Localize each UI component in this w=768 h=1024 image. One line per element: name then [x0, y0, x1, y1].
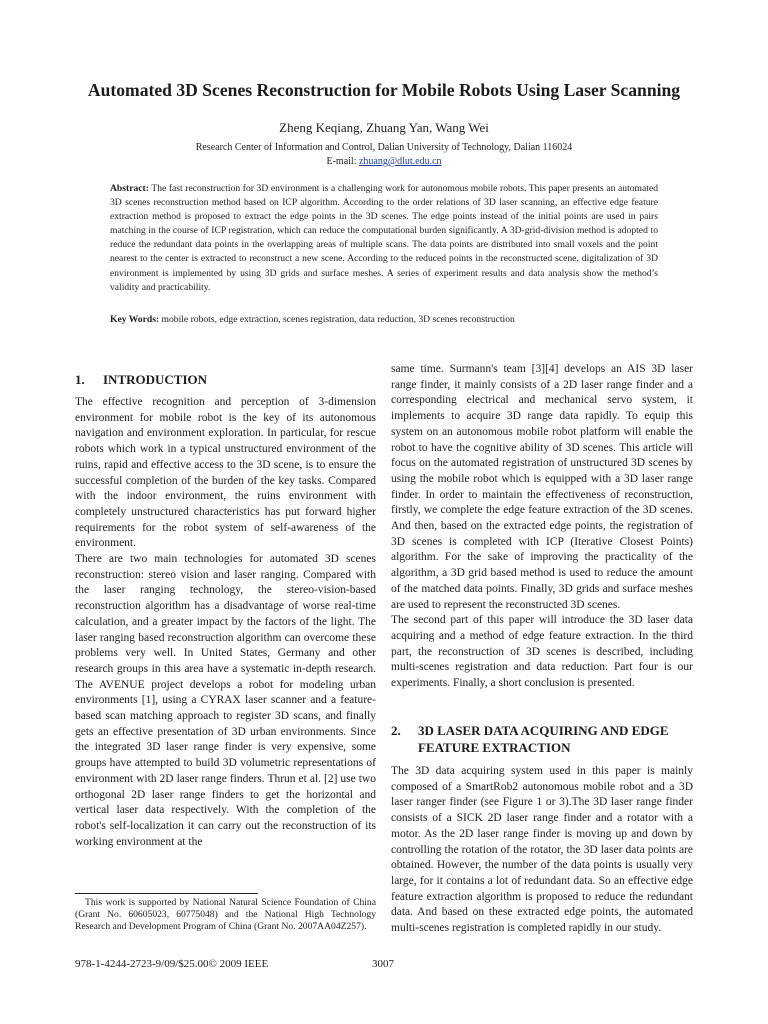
- email-label: E-mail:: [326, 156, 359, 167]
- affiliation-block: [0, 141, 768, 169]
- section-1-number: 1.: [75, 372, 85, 387]
- section-1-heading: [75, 371, 376, 388]
- copyright-year: 2009 IEEE: [216, 958, 269, 970]
- email-line: [0, 155, 768, 169]
- section-2-heading: [391, 722, 693, 756]
- email-link[interactable]: zhuang@dlut.edu.cn: [358, 156, 442, 167]
- section-2-number: 2.: [391, 723, 401, 738]
- abstract-label: Abstract:: [110, 183, 149, 194]
- affiliation: Research Center of Information and Control, Dalian University of Technology, Dalian 116024: [195, 142, 573, 153]
- paper-authors: Zheng Keqiang, Zhuang Yan, Wang Wei: [279, 120, 489, 135]
- section-2-title: 3D LASER DATA ACQUIRING AND EDGE FEATURE EXTRACTION: [418, 723, 669, 755]
- paper-title: Automated 3D Scenes Reconstruction for Mobile Robots Using Laser Scanning: [87, 80, 681, 100]
- keywords-text: mobile robots, edge extraction, scenes registration, data reduction, 3D scenes reconstruction: [161, 314, 515, 325]
- footnote: This work is supported by National Natural Science Foundation of China (Grant No. 60605023, 60775048) and the National High Technology Research and Development Program of China (Grant No. 2007AA04Z257).: [75, 897, 376, 932]
- footer-isbn: [75, 958, 268, 970]
- keywords-label: Key Words:: [110, 314, 160, 325]
- section-2-body: [391, 764, 693, 937]
- abstract: [110, 182, 658, 295]
- keywords: [110, 313, 658, 327]
- isbn: 978-1-4244-2723-9/09/$25.00: [75, 958, 209, 970]
- intro-paragraph-3: same time. Surmann's team [3][4] develops an AIS 3D laser range finder, it mainly consists of a 2D laser range finder and a corresponding electrical and mechanical servo system, it implements to acquire 3D range data rapidly. To equip this system on an autonomous mobile robot platform will enable the robot to have the cognitive ability of 3D scenes. This article will focus on the automated registration of unstructured 3D scenes by using the mobile robot which is equipped with a 3D laser range finder. In order to maintain the effectiveness of reconstruction, firstly, we complete the edge feature extraction of the 3D scenes. And then, based on the extracted edge points, the registration of 3D scenes is completed with ICP (Iterative Closest Points) algorithm. For the sake of improving the practicality of the algorithm, a 3D grid based method is used to reduce the amount of the matched data points. Finally, 3D grids and surface meshes are used to represent the reconstructed 3D scenes.: [391, 363, 693, 611]
- right-column: [391, 362, 693, 692]
- section-2-paragraph-1: The 3D data acquiring system used in this paper is mainly composed of a SmartRob2 autonomous mobile robot and a 3D laser ranger finder (see Figure 1 or 3).The 3D laser range finder consists of a SICK 2D laser range finder and a rotator with a motor. As the 2D laser range finder is moving up and down by controlling the rotation of the rotator, the 3D laser data points are obtained. However, the number of the data points is usually very large, for it contains a lot of redundant data. So an effective edge feature extraction algorithm is proposed to reduce the redundant data. And based on these extracted edge points, the automated multi-scenes registration is completed rapidly in our study.: [391, 765, 693, 935]
- intro-paragraph-4: The second part of this paper will introduce the 3D laser data acquiring and a method of edge feature extraction. In the third part, the reconstruction of 3D scenes is described, including multi-scenes registration and data reduction. Part four is our experiments. Finally, a short conclusion is presented.: [391, 614, 693, 690]
- section-1-title: INTRODUCTION: [103, 372, 208, 387]
- copyright-symbol: ©: [208, 958, 217, 970]
- page-number: 3007: [372, 958, 394, 970]
- intro-paragraph-2: There are two main technologies for automated 3D scenes reconstruction: stereo vision and laser ranging. Compared with the laser ranging technology, the stereo-vision-based reconstruction algorithm has a disadvantage of worse real-time calculation, and a greater impact by the factors of the light. The laser ranging based reconstruction algorithm can overcome these problems very well. In United States, Germany and other research groups in this area have a systematic in-depth research. The AVENUE project develops a robot for modeling urban environments [1], using a CYRAX laser scanner and a feature-based scan matching approach to register 3D scans, and finally gets an effective presentation of 3D urban environments. Since the integrated 3D laser range finder is very expensive, some groups have attempted to build 3D volumetric representations of environment with 2D laser range finders. Thrun et al. [2] use two orthogonal 2D laser range finders to get the horizontal and vertical laser data respectively. With the completion of the robot's self-localization it can carry out the reconstruction of its working environment at the: [75, 553, 376, 848]
- left-column: [75, 395, 376, 850]
- abstract-text: The fast reconstruction for 3D environment is a challenging work for autonomous mobile robots. This paper presents an automated 3D scenes reconstruction method based on ICP algorithm. According to the order relations of 3D laser scanning, an effective edge feature extraction method is proposed to extract the edge points in the 3D scenes. The edge points instead of the initial points are used in pairs matching in the course of ICP registration, which can reduce the computational burden significantly. A 3D-grid-division method is adopted to reduce the redundant data points in the overlapping areas of multiple scans. The data points are distributed into small voxels and the point nearest to the center is extracted to reconstruct a new scene. According to the reduced points in the reconstructed scene, digitalization of 3D environment is implemented by using 3D grids and surface meshes. A series of experiment results and data analysis show the method’s validity and practicability.: [110, 183, 658, 293]
- footnote-divider: [75, 893, 258, 894]
- intro-paragraph-1: The effective recognition and perception of 3-dimension environment for mobile robot is the key of its autonomous navigation and environment exploration. In particular, for rescue robots which work in a typical unstructured environment of the ruins, rapid and effective access to the 3D scene, is to ensure the successful completion of the burden of the key tasks. Compared with the indoor environment, the ruins environment with completely unstructured characteristics has put forward higher requirements for the robot system of self-awareness of the environment.: [75, 396, 376, 550]
